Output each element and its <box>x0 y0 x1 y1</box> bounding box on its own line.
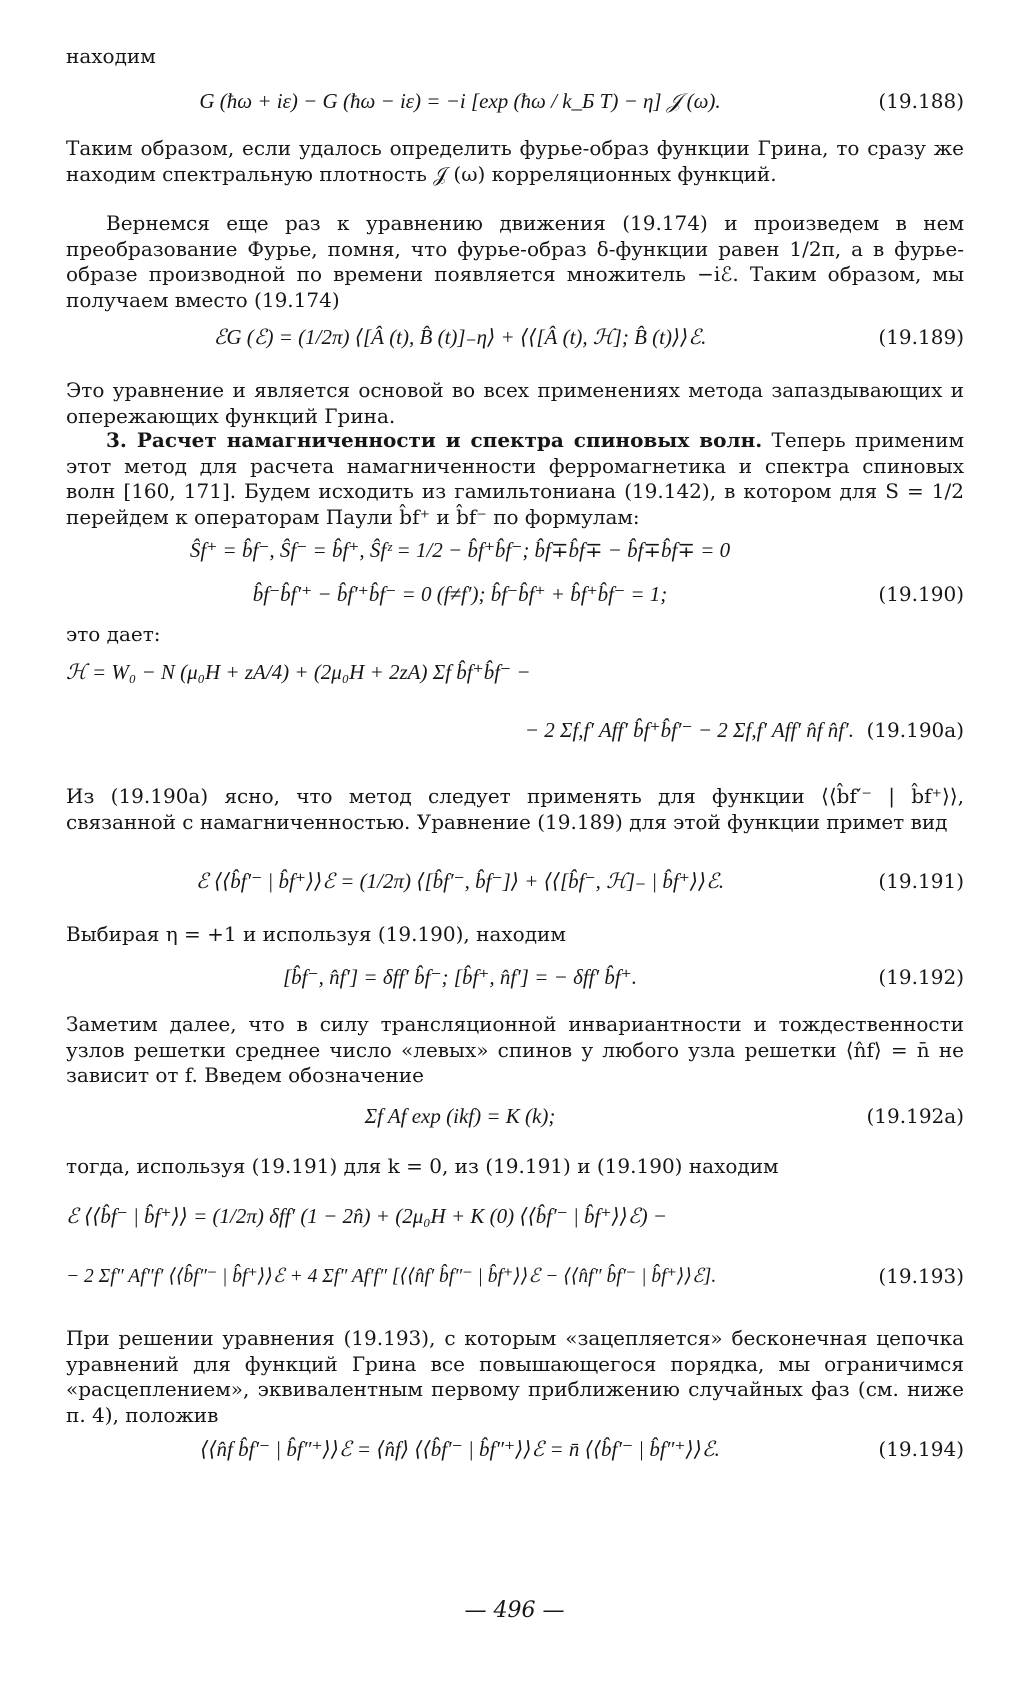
paragraph: это дает: <box>66 622 161 646</box>
paragraph: Выбирая η = +1 и используя (19.190), находим <box>66 922 566 946</box>
paragraph: Вернемся еще раз к уравнению движения (19.174) и произведем в нем преобразование Фурье, помня, что фурье-образ δ-функции равен 1/2π, а в фурье-образе производной по времени появляется множитель −iℰ. Таким образом, мы получаем вместо (19.174) <box>66 211 964 312</box>
paragraph: Из (19.190a) ясно, что метод следует применять для функции ⟨⟨b̂f′⁻ | b̂f⁺⟩⟩, связанной с намагниченностью. Уравнение (19.189) для этой функции примет вид <box>66 784 964 834</box>
equation-formula: ⟨⟨n̂f b̂f′⁻ | b̂f″⁺⟩⟩ℰ = ⟨n̂f⟩ ⟨⟨b̂f′⁻ | b̂f″⁺⟩⟩ℰ = n̄ ⟨⟨b̂f′⁻ | b̂f″⁺⟩⟩ℰ. <box>200 1436 720 1461</box>
equation-number: (19.190) <box>878 582 964 606</box>
section-heading: 3. Расчет намагниченности и спектра спиновых волн. <box>106 428 763 452</box>
equation-formula: ℰG (ℰ) = (1/2π) ⟨[Â (t), B̂ (t)]₋η⟩ + ⟨⟨[Â (t), ℋ]; B̂ (t)⟩⟩ℰ. <box>213 324 707 349</box>
equation-19-190-line2 <box>66 578 964 610</box>
equation-formula: b̂f⁻b̂f′⁺ − b̂f′⁺b̂f⁻ = 0 (f≠f′); b̂f⁻b̂f⁺ + b̂f⁺b̂f⁻ = 1; <box>252 581 668 606</box>
equation-19-189 <box>66 320 964 354</box>
equation-number: (19.192) <box>878 965 964 989</box>
equation-19-193-line1 <box>66 1196 964 1236</box>
equation-formula: ℰ ⟨⟨b̂f′⁻ | b̂f⁺⟩⟩ℰ = (1/2π) ⟨[b̂f′⁻, b̂f⁻]⟩ + ⟨⟨[b̂f⁻, ℋ]₋ | b̂f⁺⟩⟩ℰ. <box>195 868 725 893</box>
section-text: Теперь применим этот метод для расчета намагниченности ферромагнетика и спектра спиновых волн [160, 171]. Будем исходить из гамильтониана (19.142), в котором для S = 1/2 перейдем к операторам Паули b̂f⁺ и b̂f⁻ по формулам: <box>66 428 965 529</box>
equation-19-194 <box>66 1432 964 1466</box>
equation-19-192 <box>66 960 964 994</box>
equation-number: (19.189) <box>878 325 964 349</box>
equation-19-191 <box>66 864 964 898</box>
equation-19-192a <box>66 1096 964 1136</box>
equation-19-193-line2 <box>66 1256 964 1296</box>
page-number: — 496 — <box>464 1598 565 1623</box>
equation-19-190-line1 <box>66 534 964 566</box>
equation-formula: G (ħω + iε) − G (ħω − iε) = −i [exp (ħω / k_Б T) − η] 𝒥 (ω). <box>199 88 721 113</box>
paragraph: Таким образом, если удалось определить фурье-образ функции Грина, то сразу же находим спектральную плотность 𝒥 (ω) корреляционных функций. <box>66 136 964 186</box>
equation-number: (19.190a) <box>866 718 964 742</box>
equation-formula: ℋ = W₀ − N (μ₀H + zA/4) + (2μ₀H + 2zA) Σf b̂f⁺b̂f⁻ − <box>66 659 531 684</box>
equation-number: (19.192a) <box>866 1104 964 1128</box>
section-paragraph <box>66 428 964 530</box>
equation-19-190a-line2 <box>66 710 964 750</box>
equation-formula: ℰ ⟨⟨b̂f⁻ | b̂f⁺⟩⟩ = (1/2π) δff′ (1 − 2n̂) + (2μ₀H + K (0) ⟨⟨b̂f′⁻ | b̂f⁺⟩⟩ℰ) − <box>66 1203 667 1228</box>
paragraph: При решении уравнения (19.193), с которым «зацепляется» бесконечная цепочка уравнений для функций Грина все повышающегося порядка, мы ограничимся «расцеплением», эквивалентным первому приближению случайных фаз (см. ниже п. 4), положив <box>66 1326 964 1427</box>
equation-formula: Σf Af exp (ikf) = K (k); <box>364 1103 556 1128</box>
equation-number: (19.191) <box>878 869 964 893</box>
equation-formula: − 2 Σf″ Af″f′ ⟨⟨b̂f″⁻ | b̂f⁺⟩⟩ℰ + 4 Σf″ Af′f″ [⟨⟨n̂f′ b̂f″⁻ | b̂f⁺⟩⟩ℰ − ⟨⟨n̂f″ b̂f′⁻ | b̂f⁺⟩⟩ℰ]. <box>66 1266 717 1287</box>
equation-formula: Ŝf⁺ = b̂f⁻, Ŝf⁻ = b̂f⁺, Ŝfᶻ = 1/2 − b̂f⁺b̂f⁻; b̂f∓b̂f∓ − b̂f∓b̂f∓ = 0 <box>189 537 731 562</box>
paragraph: Это уравнение и является основой во всех применениях метода запаздывающих и опережающих функций Грина. <box>66 378 964 428</box>
equation-19-190a-line1 <box>66 652 964 692</box>
equation-number: (19.193) <box>878 1264 964 1288</box>
equation-formula: [b̂f⁻, n̂f′] = δff′ b̂f⁻; [b̂f⁺, n̂f′] = − δff′ b̂f⁺. <box>282 964 638 989</box>
intro-word: находим <box>66 44 156 68</box>
equation-number: (19.194) <box>878 1437 964 1461</box>
equation-number: (19.188) <box>878 89 964 113</box>
equation-formula: − 2 Σf,f′ Aff′ b̂f⁺b̂f′⁻ − 2 Σf,f′ Aff′ n̂f n̂f′. <box>524 717 854 742</box>
paragraph: Заметим далее, что в силу трансляционной инвариантности и тождественности узлов решетки среднее число «левых» спинов у любого узла решетки ⟨n̂f⟩ = n̄ не зависит от f. Введем обозначение <box>66 1012 964 1087</box>
paragraph: тогда, используя (19.191) для k = 0, из (19.191) и (19.190) находим <box>66 1154 779 1178</box>
equation-19-188 <box>66 84 964 118</box>
